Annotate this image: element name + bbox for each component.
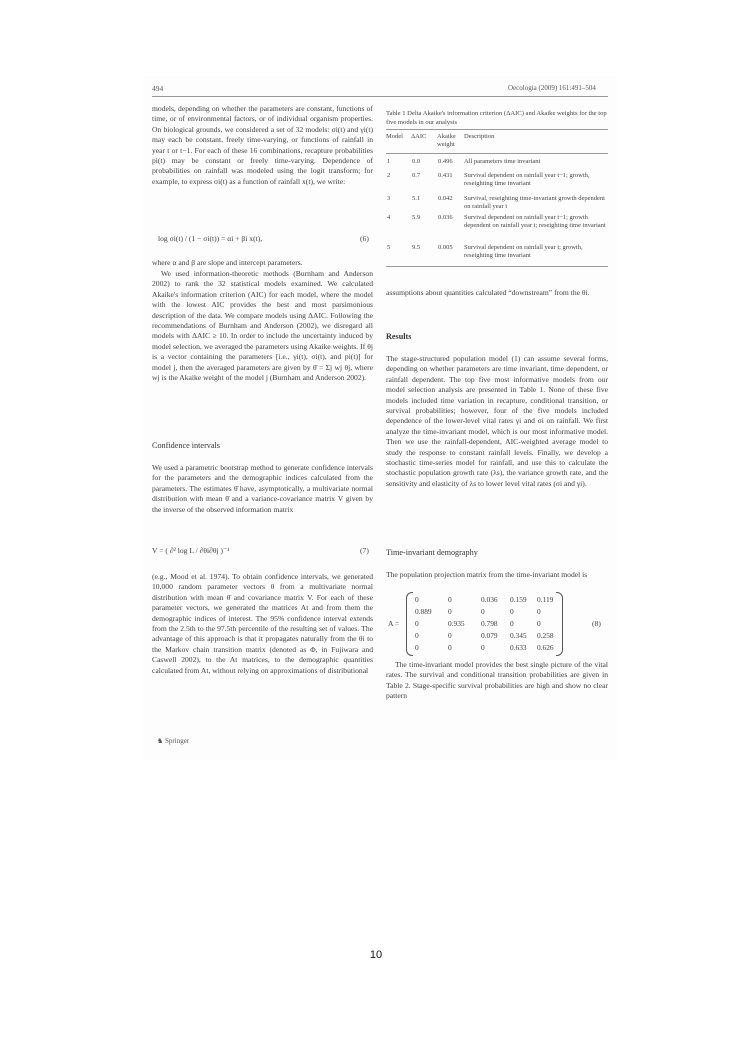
table-header-rule bbox=[386, 153, 608, 154]
table-header-description: Description bbox=[464, 133, 495, 140]
equation-7: V = ( ∂² log L / ∂θi∂θj )⁻¹ bbox=[152, 546, 230, 555]
matrix-cell: 0 bbox=[510, 619, 514, 628]
journal-citation: Oecologia (2009) 161:491–504 bbox=[508, 84, 596, 92]
springer-horse-icon: ♞ bbox=[157, 737, 164, 745]
table-row-5-daic: 9.5 bbox=[412, 244, 421, 251]
table-row-1-desc: All parameters time invariant bbox=[464, 158, 541, 165]
table-row-4-model: 4 bbox=[387, 214, 391, 221]
matrix-cell: 0.633 bbox=[510, 643, 527, 652]
equation-6-number: (6) bbox=[360, 234, 369, 243]
equation-8-number: (8) bbox=[592, 619, 601, 628]
table-header-daic: ΔAIC bbox=[411, 133, 427, 140]
table-row-4-daic: 5.9 bbox=[412, 214, 421, 221]
table-row-1-model: 1 bbox=[387, 158, 391, 165]
matrix-cell: 0.798 bbox=[481, 619, 498, 628]
right-paragraph-1: assumptions about quantities calculated “downstream” from the θi. bbox=[386, 288, 590, 297]
table-top-rule bbox=[386, 129, 608, 130]
table-row-2-daic: 0.7 bbox=[412, 172, 421, 179]
equation-7-number: (7) bbox=[360, 546, 369, 555]
left-paragraph-4: We used a parametric bootstrap method to generate confidence intervals for the parameters and the demographic indices calculated from the parameters. The estimates θ̄ have, asymptotically, a multivariate normal distribution with mean θ̄ and a variance-covariance matrix V given by the inverse of the observed information matrix bbox=[152, 463, 373, 514]
table-row-2-desc: Survival dependent on rainfall year t−1; growth, reseighting time invariant bbox=[464, 172, 590, 188]
matrix-cell: 0.159 bbox=[510, 595, 527, 604]
matrix-label: A = bbox=[388, 619, 400, 628]
publisher-logo: ♞ Springer bbox=[157, 737, 190, 745]
matrix-cell: 0.345 bbox=[510, 631, 527, 640]
table-row-3-desc: Survival, reseighting time-invariant growth dependent on rainfall year t bbox=[464, 195, 605, 211]
table-row-5-weight: 0.005 bbox=[438, 244, 453, 251]
table-row-3-weight: 0.042 bbox=[438, 195, 453, 202]
page-index: 10 bbox=[369, 949, 383, 961]
matrix-cell: 0.119 bbox=[537, 595, 554, 604]
table-row-4-weight: 0.036 bbox=[438, 214, 453, 221]
matrix-cell: 0 bbox=[537, 607, 541, 616]
table-row-5-desc: Survival dependent on rainfall year t; growth, reseighting time invariant bbox=[464, 244, 583, 260]
table-header-model: Model bbox=[386, 133, 403, 140]
table-1-caption: Table 1 Delta Akaike's information criterion (ΔAIC) and Akaike weights for the top five models in our analysis bbox=[386, 110, 607, 126]
matrix-cell: 0.258 bbox=[537, 631, 554, 640]
right-paragraph-2: The stage-structured population model (1) can assume several forms, depending on whether parameters are time invariant, time dependent, or rainfall dependent. The top five most informative models from our model selection analysis are presented in Table 1. None of these five models included time variation in recapture, conditional transition, or survival probabilities; however, four of the five models included dependence of the lower-level vital rates γi and σi on rainfall. We first analyze the time-invariant model, which is our most informative model. Then we use the rainfall-dependent, AIC-weighted average model to study the response to constant rainfall levels. Finally, we develop a stochastic time-series model for rainfall, and use this to calculate the stochastic population growth rate (λs), the variance growth rate, and the sensitivity and elasticity of λs to lower level vital rates (σi and γi). bbox=[386, 354, 608, 488]
table-row-3-model: 3 bbox=[387, 195, 391, 202]
matrix-cell: 0.079 bbox=[481, 631, 498, 640]
matrix-cell: 0 bbox=[448, 643, 452, 652]
matrix-cell: 0 bbox=[415, 619, 419, 628]
heading-results: Results bbox=[386, 332, 412, 341]
table-header-weight: Akaike weight bbox=[437, 133, 456, 149]
table-row-2-weight: 0.431 bbox=[438, 172, 453, 179]
heading-confidence-intervals: Confidence intervals bbox=[152, 441, 220, 450]
table-row-1-daic: 0.0 bbox=[412, 158, 421, 165]
matrix-cell: 0.889 bbox=[415, 607, 432, 616]
matrix-cell: 0 bbox=[481, 643, 485, 652]
left-paragraph-5: (e.g., Mood et al. 1974). To obtain confidence intervals, we generated 10,000 random parameter vectors θ from a multivariate normal distribution with mean θ̄ and covariance matrix V. For each of these parameter vectors, we generated the matrices At and from them the demographic indices of interest. The 95% confidence interval extends from the 2.5th to the 97.5th percentile of the resulting set of values. The advantage of this approach is that it propagates naturally from the θi to the Markov chain transition matrix (denoted as Φ, in Fujiwara and Caswell 2002), to the At matrices, to the demographic quantities calculated from At, without relying on approximations of distributional bbox=[152, 572, 373, 675]
matrix-cell: 0 bbox=[448, 631, 452, 640]
matrix-cell: 0.935 bbox=[448, 619, 465, 628]
left-paragraph-3: We used information-theoretic methods (Burnham and Anderson 2002) to rank the 32 statistical models examined. We calculated Akaike's information criterion (AIC) for each model, where the model with the lowest AIC provides the best and most parsimonious description of the data. We compare models using ΔAIC. Following the recommendations of Burnham and Anderson (2002), we disregard all models with ΔAIC ≥ 10. In order to include the uncertainty induced by model selection, we averaged the parameters using Akaike weights. If θj is a vector containing the parameters [i.e., γi(t), σi(t), and pi(t)] for model j, then the averaged parameters are given by θ̄ = Σj wj θj, where wj is the Akaike weight of the model j (Burnham and Anderson 2002). bbox=[152, 269, 373, 383]
left-paragraph-1: models, depending on whether the parameters are constant, functions of time, or of environmental factors, or of individual organism properties. On biological grounds, we considered a set of 32 models: σi(t) and γi(t) may each be constant, freely time-varying, or functions of rainfall in year t or t−1. For each of these 16 combinations, recapture probabilities pi(t) may be constant or freely time-varying. Dependence of probabilities on rainfall was modeled using the logit transform; for example, to express σi(t) as a function of rainfall x(t), we write: bbox=[152, 104, 373, 186]
table-bottom-rule bbox=[386, 266, 608, 267]
matrix-cell: 0 bbox=[448, 595, 452, 604]
matrix-cell: 0 bbox=[415, 643, 419, 652]
table-row-1-weight: 0.496 bbox=[438, 158, 453, 165]
equation-6: log σi(t) / (1 − σi(t)) = αi + βi x(t), bbox=[158, 234, 263, 243]
matrix-left-bracket bbox=[406, 592, 413, 656]
matrix-cell: 0 bbox=[481, 607, 485, 616]
table-row-3-daic: 5.1 bbox=[412, 195, 421, 202]
running-page-number: 494 bbox=[152, 84, 164, 93]
right-paragraph-4: The time-invariant model provides the best single picture of the vital rates. The survival and conditional transition probabilities are given in Table 2. Stage-specific survival probabilities are high and show no clear pattern bbox=[386, 660, 608, 701]
matrix-cell: 0 bbox=[510, 607, 514, 616]
table-row-5-model: 5 bbox=[387, 244, 391, 251]
heading-time-invariant-demography: Time-invariant demography bbox=[386, 548, 478, 557]
table-row-4-desc: Survival dependent on rainfall year t−1; growth dependent on rainfall year t; reseighting time invariant bbox=[464, 214, 606, 230]
matrix-cell: 0.036 bbox=[481, 595, 498, 604]
matrix-cell: 0 bbox=[415, 595, 419, 604]
matrix-cell: 0 bbox=[415, 631, 419, 640]
right-paragraph-3: The population projection matrix from the time-invariant model is bbox=[386, 570, 588, 579]
header-rule bbox=[152, 96, 608, 97]
matrix-cell: 0.626 bbox=[537, 643, 554, 652]
table-row-2-model: 2 bbox=[387, 172, 391, 179]
left-paragraph-2: where α and β are slope and intercept parameters. bbox=[152, 258, 303, 267]
matrix-cell: 0 bbox=[537, 619, 541, 628]
matrix-cell: 0 bbox=[448, 607, 452, 616]
